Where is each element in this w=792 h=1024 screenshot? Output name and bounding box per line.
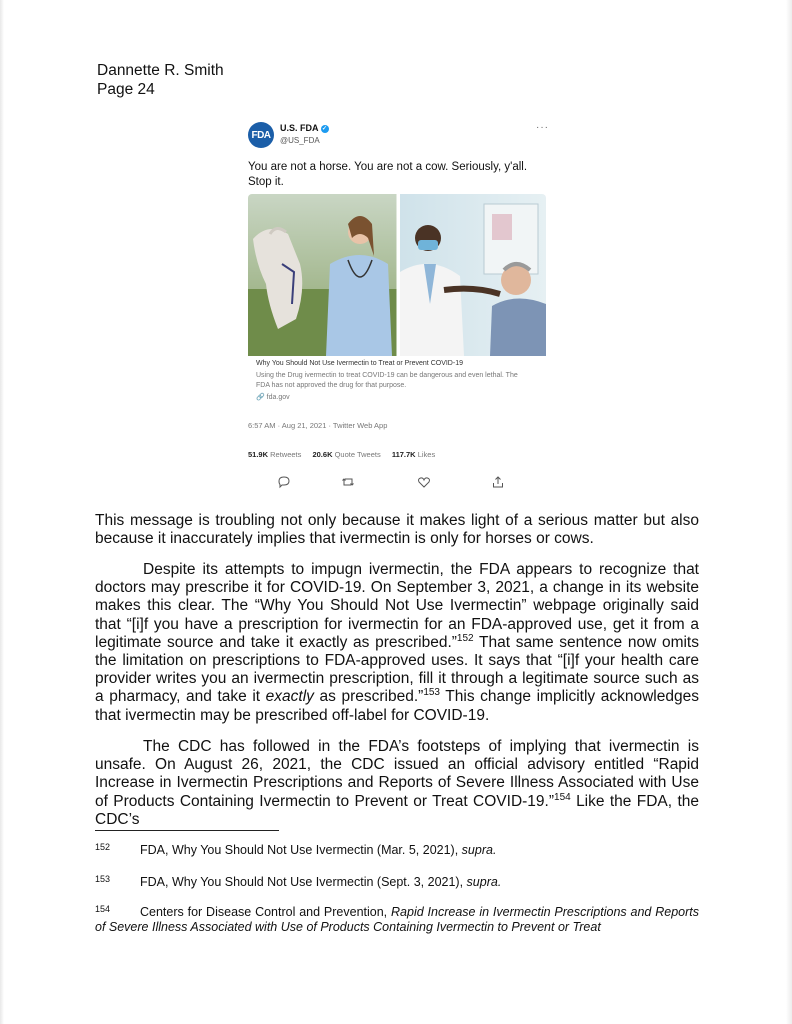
footnote-text: Centers for Disease Control and Prevention, [140,905,392,919]
retweets-label: Retweets [270,450,302,459]
footnote-number: 154 [95,904,111,914]
paragraph-fda-website-change [95,561,699,725]
link-icon: 🔗 [256,394,265,401]
reply-icon[interactable] [276,474,292,490]
paragraph-cdc-advisory [95,738,699,829]
footnote-154 [95,902,699,935]
tweet-timestamp: 6:57 AM · Aug 21, 2021 · Twitter Web App [248,421,388,430]
verified-badge-icon: ✓ [322,125,328,132]
page-number: Page 24 [97,81,155,98]
tweet-stats [248,450,444,459]
more-horizontal-icon: ··· [536,122,549,133]
like-icon[interactable] [416,474,432,490]
card-link[interactable] [256,393,290,401]
p3-text-a: The CDC has followed in the FDA’s footsteps of implying that ivermectin is unsafe. On August 26, 2021, the CDC issued an official advisory entitled “Rapid Increase in Ivermectin Prescriptions and Reports of Severe Illness Associated with Use of Products Containing Ivermectin to Prevent or Treat COVID-19.” [95,738,699,810]
scan-edge [786,0,792,1024]
retweets-count: 51.9K [248,450,269,459]
likes-label: Likes [417,450,436,459]
footnote-emphasis: supra. [461,843,497,857]
footnote-ref-152[interactable]: 152 [456,632,474,644]
tweet-text: You are not a horse. You are not a cow. Seriously, y'all. Stop it. [248,161,528,188]
likes-stat[interactable] [392,450,435,459]
card-title[interactable]: Why You Should Not Use Ivermectin to Treat or Prevent COVID-19 [256,360,463,367]
p2-text-c: as prescribed.” [313,688,424,706]
footnote-153 [95,872,699,890]
link-card [248,194,546,401]
quotes-count: 20.6K [312,450,333,459]
p2-text-b: That same sentence now omits the limitation on prescriptions to FDA-approved uses. It says that “[i]f your health care provider writes you an ivermectin prescription, fill it through a legitimate source such as a pharmacy, and take it [95,633,699,706]
quote-tweets-stat[interactable] [312,450,380,459]
paragraph-horse-message: This message is troubling not only because it makes light of a serious matter but also because it inaccurately implies that ivermectin is only for horses or cows. [95,512,699,548]
account-name [280,123,329,133]
likes-count: 117.7K [391,450,416,459]
recipient-name: Dannette R. Smith [97,62,224,79]
card-link-text: fda.gov [266,394,290,401]
card-description: Using the Drug ivermectin to treat COVID-19 can be dangerous and even lethal. The FDA has not approved the drug for that purpose. [256,372,518,389]
footnote-emphasis: supra. [466,875,502,889]
footnote-ref-153[interactable]: 153 [423,687,440,699]
p2-emphasis: exactly [265,688,314,706]
retweet-icon[interactable] [340,474,356,490]
footnote-number: 153 [95,874,111,884]
footnote-divider [95,830,279,831]
tweet-actions [276,474,516,490]
footnote-text: FDA, Why You Should Not Use Ivermectin (Sept. 3, 2021), [140,875,467,889]
card-image [248,194,546,356]
share-icon[interactable] [490,474,506,490]
footnote-152 [95,840,699,858]
footnote-text: FDA, Why You Should Not Use Ivermectin (Mar. 5, 2021), [140,843,462,857]
quotes-label: Quote Tweets [334,450,381,459]
account-name-text: U.S. FDA [280,123,319,133]
retweets-stat[interactable] [248,450,301,459]
footnote-emphasis: Rapid Increase in Ivermectin Prescriptions and Reports of Severe Illness Associated with Use of Products Containing Ivermectin to Prevent or Treat [95,905,699,934]
p2-text-d: This change implicitly acknowledges that ivermectin may be prescribed off-label for COVID-19. [95,688,699,724]
footnote-ref-154[interactable]: 154 [554,791,571,803]
p2-text-a: Despite its attempts to impugn ivermectin, the FDA appears to recognize that doctors may prescribe it for COVID-19. On September 3, 2021, a change in its website makes this clear. The “Why You Should Not Use Ivermectin” webpage originally said that “[i]f you have a prescription for ivermectin for an FDA-approved use, get it from a legitimate source and take it exactly as prescribed.” [95,561,699,651]
letter-header [97,61,224,99]
fda-avatar: FDA [248,122,274,148]
p3-text-b: Like the FDA, the CDC’s [95,792,699,828]
footnote-number: 152 [95,842,111,852]
account-handle: @US_FDA [280,136,320,145]
scan-edge [0,0,4,1024]
